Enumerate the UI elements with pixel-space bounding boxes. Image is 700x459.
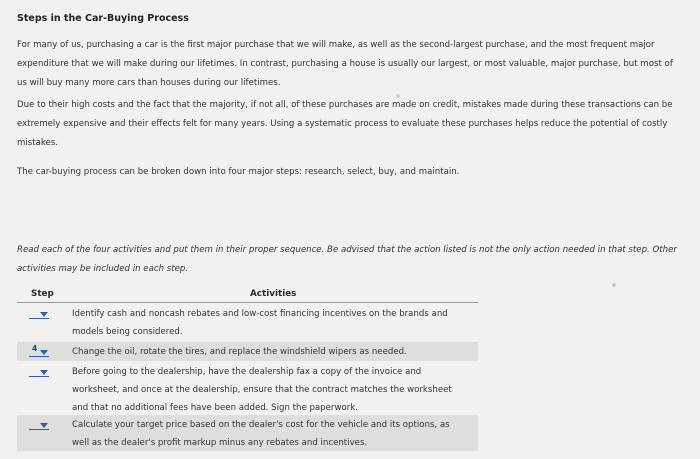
chevron-down-icon [40, 350, 48, 355]
chevron-down-icon [40, 370, 48, 375]
chevron-down-icon [40, 312, 48, 317]
table-row [17, 415, 478, 451]
activity-text: Calculate your target price based on the dealer's cost for the vehicle and its options, as well as the dealer's profit markup minus any rebates and incentives. [72, 420, 450, 448]
sequence-table [17, 287, 478, 451]
table-row [17, 362, 478, 415]
step-select-2[interactable] [29, 344, 49, 357]
step-select-4[interactable] [29, 420, 49, 430]
table-row [17, 304, 478, 340]
step-select-3[interactable] [29, 367, 49, 377]
decorative-dot [396, 94, 400, 98]
page-title: Steps in the Car-Buying Process [17, 13, 189, 24]
intro-paragraph-2: Due to their high costs and the fact that the majority, if not all, of these purchases are made on credit, mistakes made during these transactions can be extremely expensive and their effects felt for many years. Using a systematic process to evaluate these purchases helps reduce the potential of costly mistakes. [17, 100, 673, 148]
table-row [17, 342, 478, 361]
chevron-down-icon [40, 423, 48, 428]
header-activities: Activities [250, 289, 297, 299]
header-step: Step [31, 289, 54, 299]
activity-text: Identify cash and noncash rebates and low-cost financing incentives on the brands and models being considered. [72, 309, 448, 337]
decorative-dot [612, 283, 616, 287]
instructions-text: Read each of the four activities and put them in their proper sequence. Be advised that the action listed is not the only action needed in that step. Other activities may be included in each step. [17, 245, 677, 274]
intro-paragraph-3: The car-buying process can be broken down into four major steps: research, select, buy, and maintain. [17, 167, 460, 177]
step-select-value: 4 [32, 344, 38, 353]
intro-paragraph-1: For many of us, purchasing a car is the first major purchase that we will make, as well as the second-largest purchase, and the most frequent major expenditure that we will make during our lifetimes. In contrast, purchasing a house is usually our largest, or most valuable, major purchase, but most of us will buy many more cars than houses during our lifetimes. [17, 40, 673, 88]
table-header [17, 287, 478, 303]
activity-text: Before going to the dealership, have the dealership fax a copy of the invoice and worksheet, and once at the dealership, ensure that the contract matches the worksheet and that no additional fees have been added. Sign the paperwork. [72, 367, 452, 413]
step-select-1[interactable] [29, 309, 49, 319]
activity-text: Change the oil, rotate the tires, and replace the windshield wipers as needed. [72, 347, 407, 357]
